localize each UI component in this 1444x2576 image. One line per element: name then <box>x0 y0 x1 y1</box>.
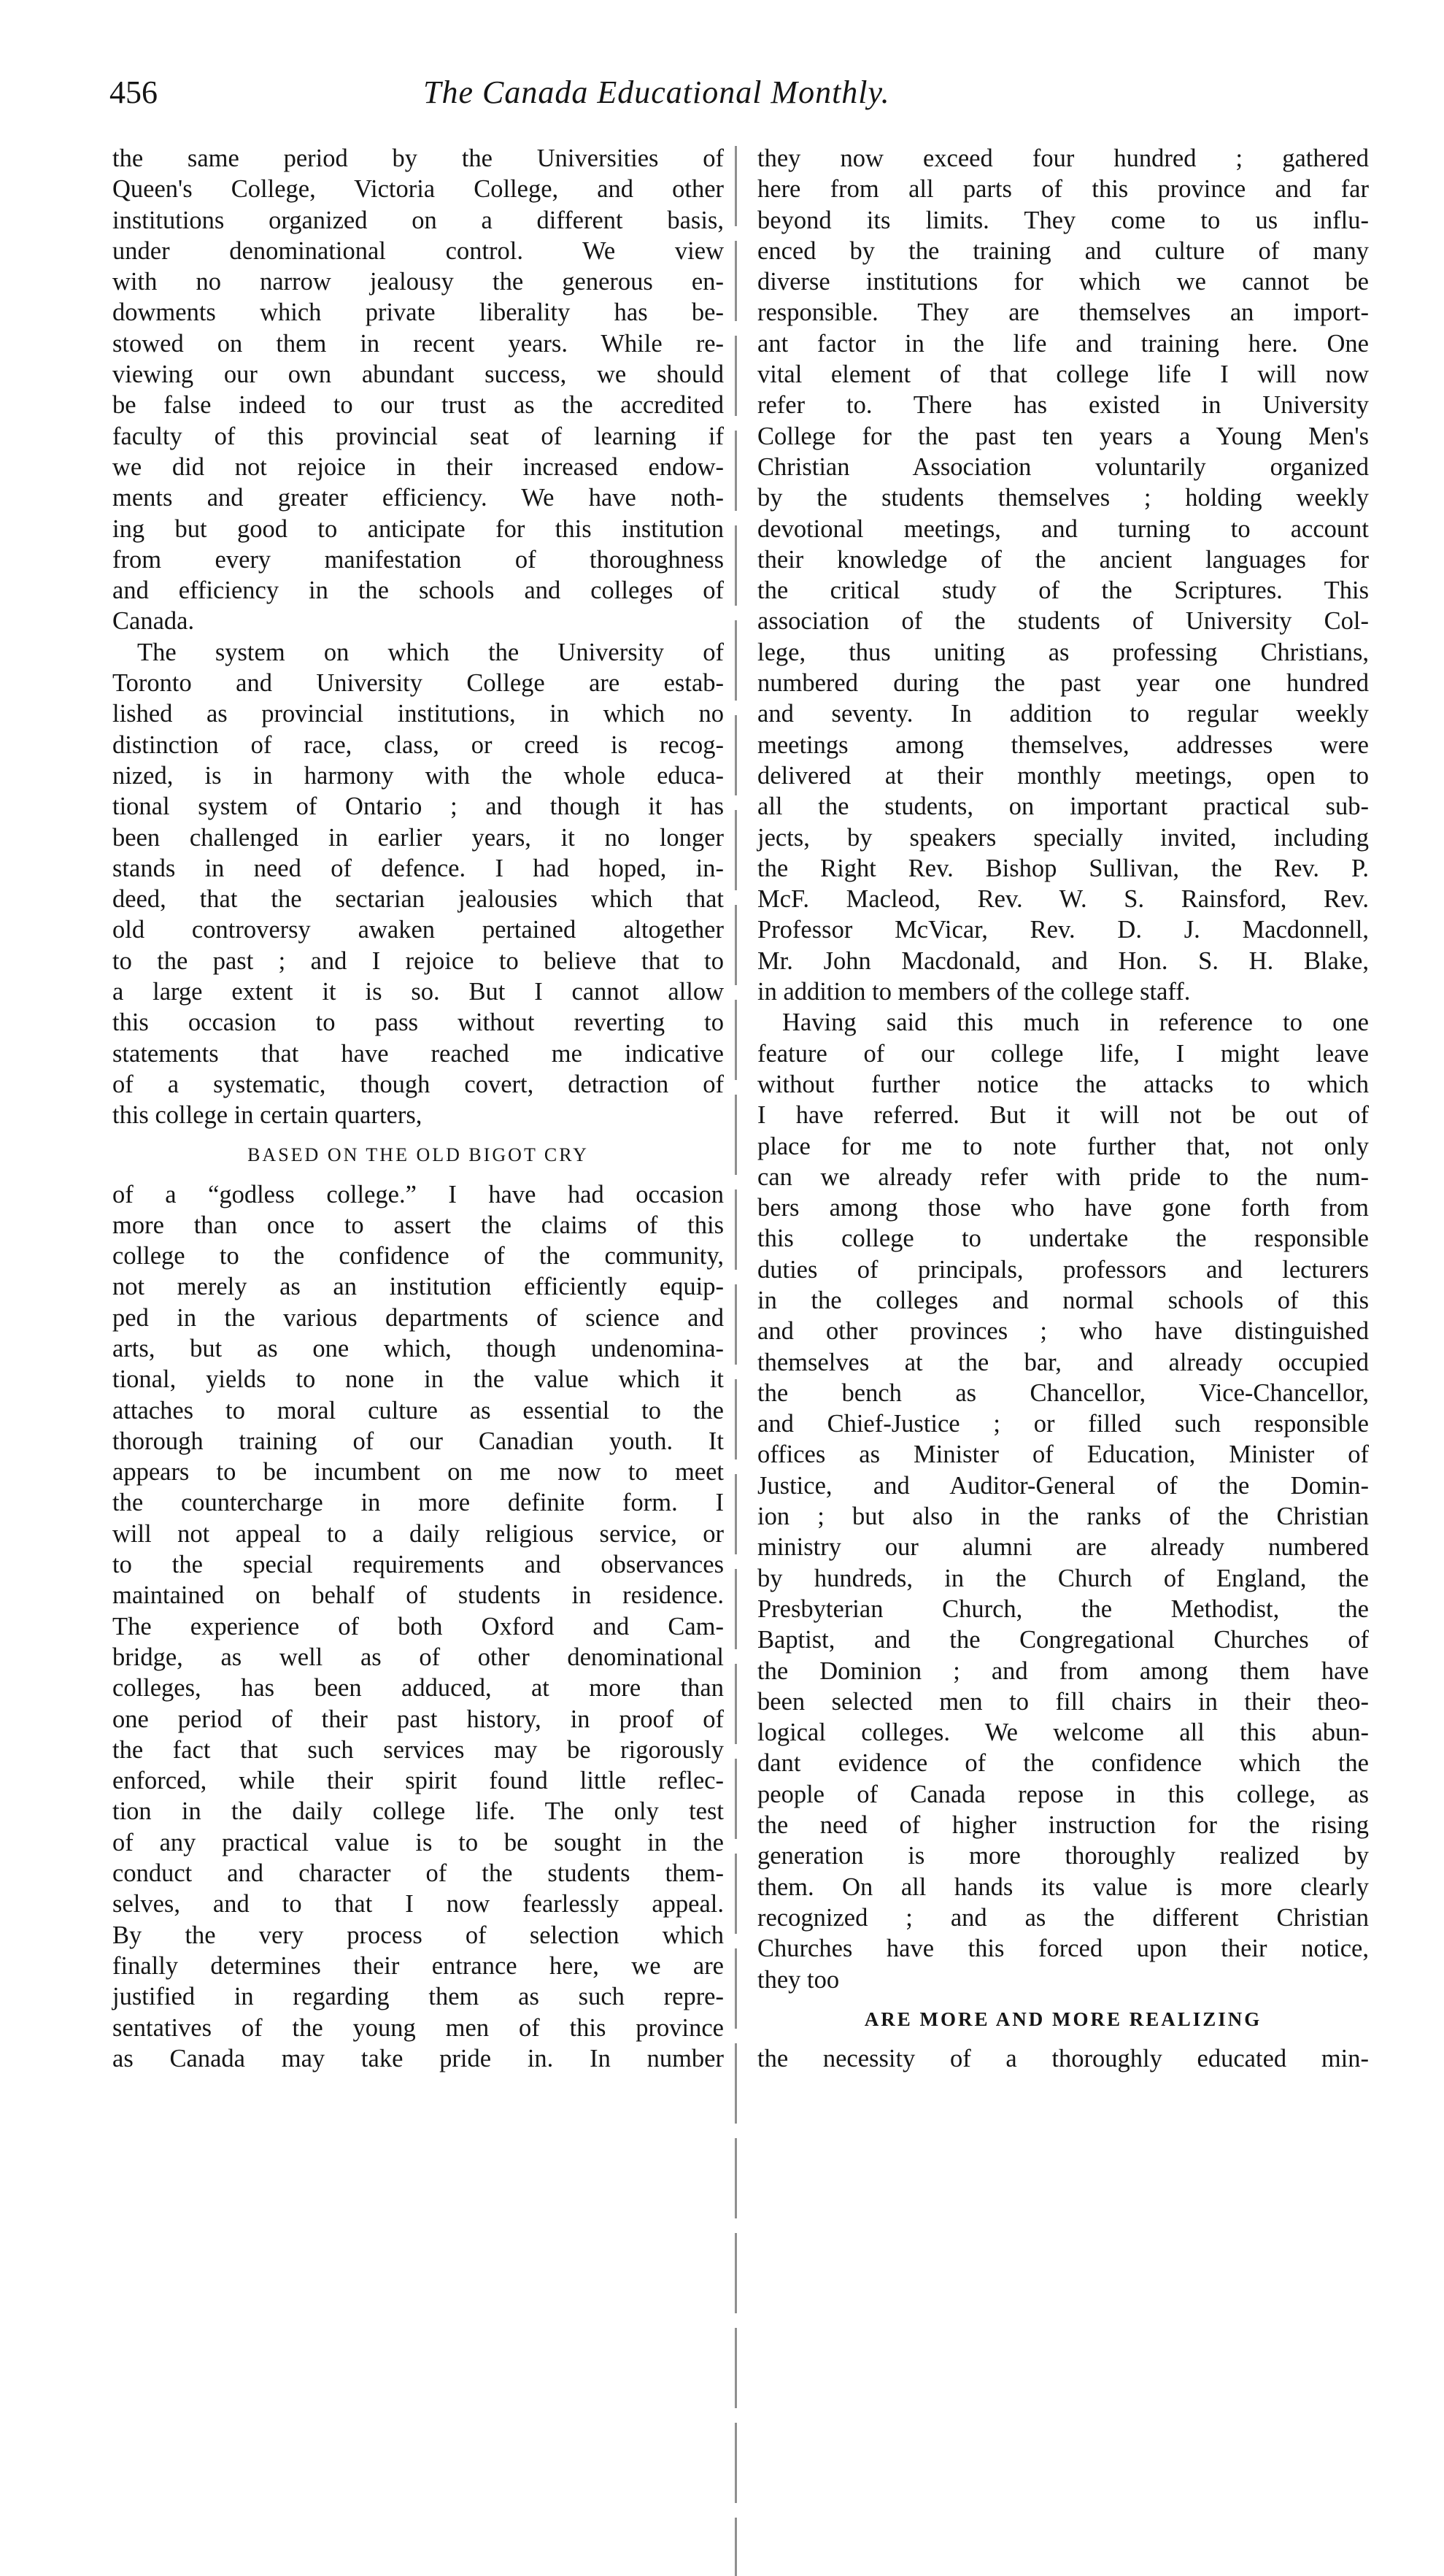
text-line: under denominational control. We view <box>112 236 724 265</box>
text-line: ant factor in the life and training here. One <box>757 329 1369 358</box>
text-line: college to the confidence of the community, <box>112 1242 724 1270</box>
text-line: and Chief-Justice ; or filled such responsible <box>757 1410 1369 1438</box>
text-line: maintained on behalf of students in residence. <box>112 1581 724 1610</box>
text-line: Baptist, and the Congregational Churches of <box>757 1626 1369 1654</box>
text-line: and other provinces ; who have distinguished <box>757 1317 1369 1346</box>
text-line: Having said this much in reference to one <box>782 1009 1369 1037</box>
text-line: conduct and character of the students them- <box>112 1859 724 1888</box>
text-line: without further notice the attacks to which <box>757 1070 1369 1098</box>
text-line: ped in the various departments of science and <box>112 1303 724 1332</box>
text-line: I have referred. But it will not be out of <box>757 1101 1369 1130</box>
text-line: devotional meetings, and turning to account <box>757 514 1369 543</box>
text-line: meetings among themselves, addresses were <box>757 730 1369 759</box>
text-line: association of the students of University Col- <box>757 607 1369 636</box>
text-line: enforced, while their spirit found little reflec- <box>112 1767 724 1795</box>
text-line: all the students, on important practical sub- <box>757 793 1369 821</box>
text-line: offices as Minister of Education, Minister of <box>757 1441 1369 1469</box>
text-line: here from all parts of this province and far <box>757 175 1369 204</box>
text-line: Queen's College, Victoria College, and other <box>112 175 724 204</box>
text-line: finally determines their entrance here, we are <box>112 1951 724 1980</box>
section-heading: BASED ON THE OLD BIGOT CRY <box>247 1144 589 1165</box>
text-line: The system on which the University of <box>137 638 724 666</box>
text-line: be false indeed to our trust as the accredited <box>112 391 724 420</box>
text-line: place for me to note further that, not only <box>757 1132 1369 1160</box>
text-line: Professor McVicar, Rev. D. J. Macdonnell, <box>757 916 1369 944</box>
text-line: beyond its limits. They come to us influ- <box>757 206 1369 234</box>
page-number: 456 <box>109 74 158 110</box>
text-line: refer to. There has existed in University <box>757 391 1369 420</box>
text-line: Mr. John Macdonald, and Hon. S. H. Blake, <box>757 946 1369 975</box>
text-line: dant evidence of the confidence which the <box>757 1749 1369 1778</box>
text-line: will not appeal to a daily religious service, or <box>112 1519 724 1548</box>
text-line: statements that have reached me indicative <box>112 1039 724 1068</box>
text-line: justified in regarding them as such repre- <box>112 1983 724 2011</box>
text-line: College for the past ten years a Young Men's <box>757 422 1369 450</box>
text-line: bridge, as well as of other denominational <box>112 1643 724 1671</box>
text-line: distinction of race, class, or creed is recog- <box>112 730 724 759</box>
text-line: the necessity of a thoroughly educated min- <box>757 2044 1369 2072</box>
text-line: tional, yields to none in the value which it <box>112 1365 724 1394</box>
text-line: to the past ; and I rejoice to believe that to <box>112 946 724 975</box>
text-line: Justice, and Auditor-General of the Domin- <box>757 1471 1369 1500</box>
text-line: Presbyterian Church, the Methodist, the <box>757 1594 1369 1623</box>
text-line: delivered at their monthly meetings, open to <box>757 761 1369 790</box>
text-line: stands in need of defence. I had hoped, in- <box>112 854 724 882</box>
text-line: jects, by speakers specially invited, including <box>757 823 1369 852</box>
text-line: in addition to members of the college staff. <box>757 978 1191 1006</box>
text-line: deed, that the sectarian jealousies which that <box>112 885 724 914</box>
text-line: responsible. They are themselves an import- <box>757 298 1369 327</box>
journal-title: The Canada Educational Monthly. <box>423 74 890 110</box>
text-line: by the students themselves ; holding weekly <box>757 484 1369 512</box>
text-line: they now exceed four hundred ; gathered <box>757 144 1369 172</box>
text-line: selves, and to that I now fearlessly appeal. <box>112 1890 724 1918</box>
text-line: viewing our own abundant success, we should <box>112 360 724 389</box>
text-line: Churches have this forced upon their notice, <box>757 1935 1369 1963</box>
text-line: ments and greater efficiency. We have noth- <box>112 484 724 512</box>
text-line: and seventy. In addition to regular weekly <box>757 700 1369 728</box>
text-line: recognized ; and as the different Christian <box>757 1903 1369 1932</box>
text-line: of a “godless college.” I have had occasion <box>112 1180 724 1208</box>
text-line: this college in certain quarters, <box>112 1101 422 1130</box>
text-line: attaches to moral culture as essential to the <box>112 1396 724 1424</box>
text-line: enced by the training and culture of many <box>757 236 1369 265</box>
text-line: diverse institutions for which we cannot be <box>757 268 1369 296</box>
text-line: lished as provincial institutions, in which no <box>112 700 724 728</box>
text-line: them. On all hands its value is more clearly <box>757 1873 1369 1901</box>
text-line: Canada. <box>112 607 195 636</box>
running-head <box>109 67 1153 118</box>
text-line: the need of higher instruction for the rising <box>757 1811 1369 1840</box>
text-line: can we already refer with pride to the num- <box>757 1162 1369 1191</box>
text-line: thorough training of our Canadian youth. It <box>112 1427 724 1455</box>
text-line: as Canada may take pride in. In number <box>112 2044 724 2072</box>
text-line: institutions organized on a different basis, <box>112 206 724 234</box>
text-line: they too <box>757 1965 840 1994</box>
text-line: from every manifestation of thoroughness <box>112 545 724 574</box>
column-divider <box>735 146 737 2576</box>
text-line: the critical study of the Scriptures. This <box>757 576 1369 605</box>
text-line: one period of their past history, in proof of <box>112 1705 724 1733</box>
text-line: vital element of that college life I will now <box>757 360 1369 389</box>
text-line: old controversy awaken pertained altogether <box>112 916 724 944</box>
text-line: tional system of Ontario ; and though it has <box>112 793 724 821</box>
text-line: dowments which private liberality has be- <box>112 298 724 327</box>
text-line: ministry our alumni are already numbered <box>757 1533 1369 1562</box>
text-line: colleges, has been adduced, at more than <box>112 1674 724 1702</box>
text-line: their knowledge of the ancient languages for <box>757 545 1369 574</box>
text-line: nized, is in harmony with the whole educa- <box>112 761 724 790</box>
text-line: the Right Rev. Bishop Sullivan, the Rev. P. <box>757 854 1369 882</box>
text-line: Christian Association voluntarily organized <box>757 452 1369 481</box>
text-line: numbered during the past year one hundred <box>757 669 1369 698</box>
text-line: ion ; but also in the ranks of the Christian <box>757 1503 1369 1531</box>
text-line: McF. Macleod, Rev. W. S. Rainsford, Rev. <box>757 885 1369 914</box>
text-line: to the special requirements and observances <box>112 1551 724 1579</box>
text-line: The experience of both Oxford and Cam- <box>112 1612 724 1640</box>
text-line: themselves at the bar, and already occupied <box>757 1348 1369 1376</box>
text-line: been challenged in earlier years, it no longer <box>112 823 724 852</box>
text-line: tion in the daily college life. The only test <box>112 1797 724 1826</box>
text-line: the countercharge in more definite form. I <box>112 1489 724 1517</box>
text-line: faculty of this provincial seat of learning if <box>112 422 724 450</box>
text-line: a large extent it is so. But I cannot allow <box>112 978 724 1006</box>
text-line: lege, thus uniting as professing Christians, <box>757 638 1369 666</box>
text-line: logical colleges. We welcome all this abun- <box>757 1719 1369 1747</box>
text-line: stowed on them in recent years. While re- <box>112 329 724 358</box>
section-heading: ARE MORE AND MORE REALIZING <box>864 2008 1262 2030</box>
text-line: people of Canada repose in this college, as <box>757 1780 1369 1808</box>
text-line: of a systematic, though covert, detraction of <box>112 1070 724 1098</box>
text-line: Toronto and University College are estab- <box>112 669 724 698</box>
text-line: this college to undertake the responsible <box>757 1225 1369 1253</box>
text-line: of any practical value is to be sought in the <box>112 1828 724 1856</box>
text-line: By the very process of selection which <box>112 1921 724 1949</box>
text-line: arts, but as one which, though undenomina- <box>112 1334 724 1362</box>
text-line: appears to be incumbent on me now to meet <box>112 1458 724 1486</box>
text-line: feature of our college life, I might leave <box>757 1039 1369 1068</box>
text-line: bers among those who have gone forth from <box>757 1194 1369 1222</box>
text-line: been selected men to fill chairs in their theo- <box>757 1687 1369 1716</box>
text-line: duties of principals, professors and lecturers <box>757 1255 1369 1284</box>
text-line: the Dominion ; and from among them have <box>757 1657 1369 1685</box>
text-line: ing but good to anticipate for this institution <box>112 514 724 543</box>
text-line: the same period by the Universities of <box>112 144 724 172</box>
text-line: more than once to assert the claims of this <box>112 1211 724 1239</box>
text-line: generation is more thoroughly realized by <box>757 1842 1369 1870</box>
text-line: sentatives of the young men of this province <box>112 2013 724 2042</box>
text-line: the fact that such services may be rigorously <box>112 1735 724 1764</box>
left-column <box>112 143 724 2074</box>
text-line: with no narrow jealousy the generous en- <box>112 268 724 296</box>
text-line: not merely as an institution efficiently equip- <box>112 1273 724 1301</box>
text-line: this occasion to pass without reverting to <box>112 1009 724 1037</box>
text-line: in the colleges and normal schools of this <box>757 1286 1369 1314</box>
right-column <box>757 143 1369 2074</box>
text-line: the bench as Chancellor, Vice-Chancellor, <box>757 1378 1369 1407</box>
text-line: we did not rejoice in their increased endow- <box>112 452 724 481</box>
text-line: by hundreds, in the Church of England, the <box>757 1564 1369 1592</box>
text-line: and efficiency in the schools and colleges of <box>112 576 724 605</box>
